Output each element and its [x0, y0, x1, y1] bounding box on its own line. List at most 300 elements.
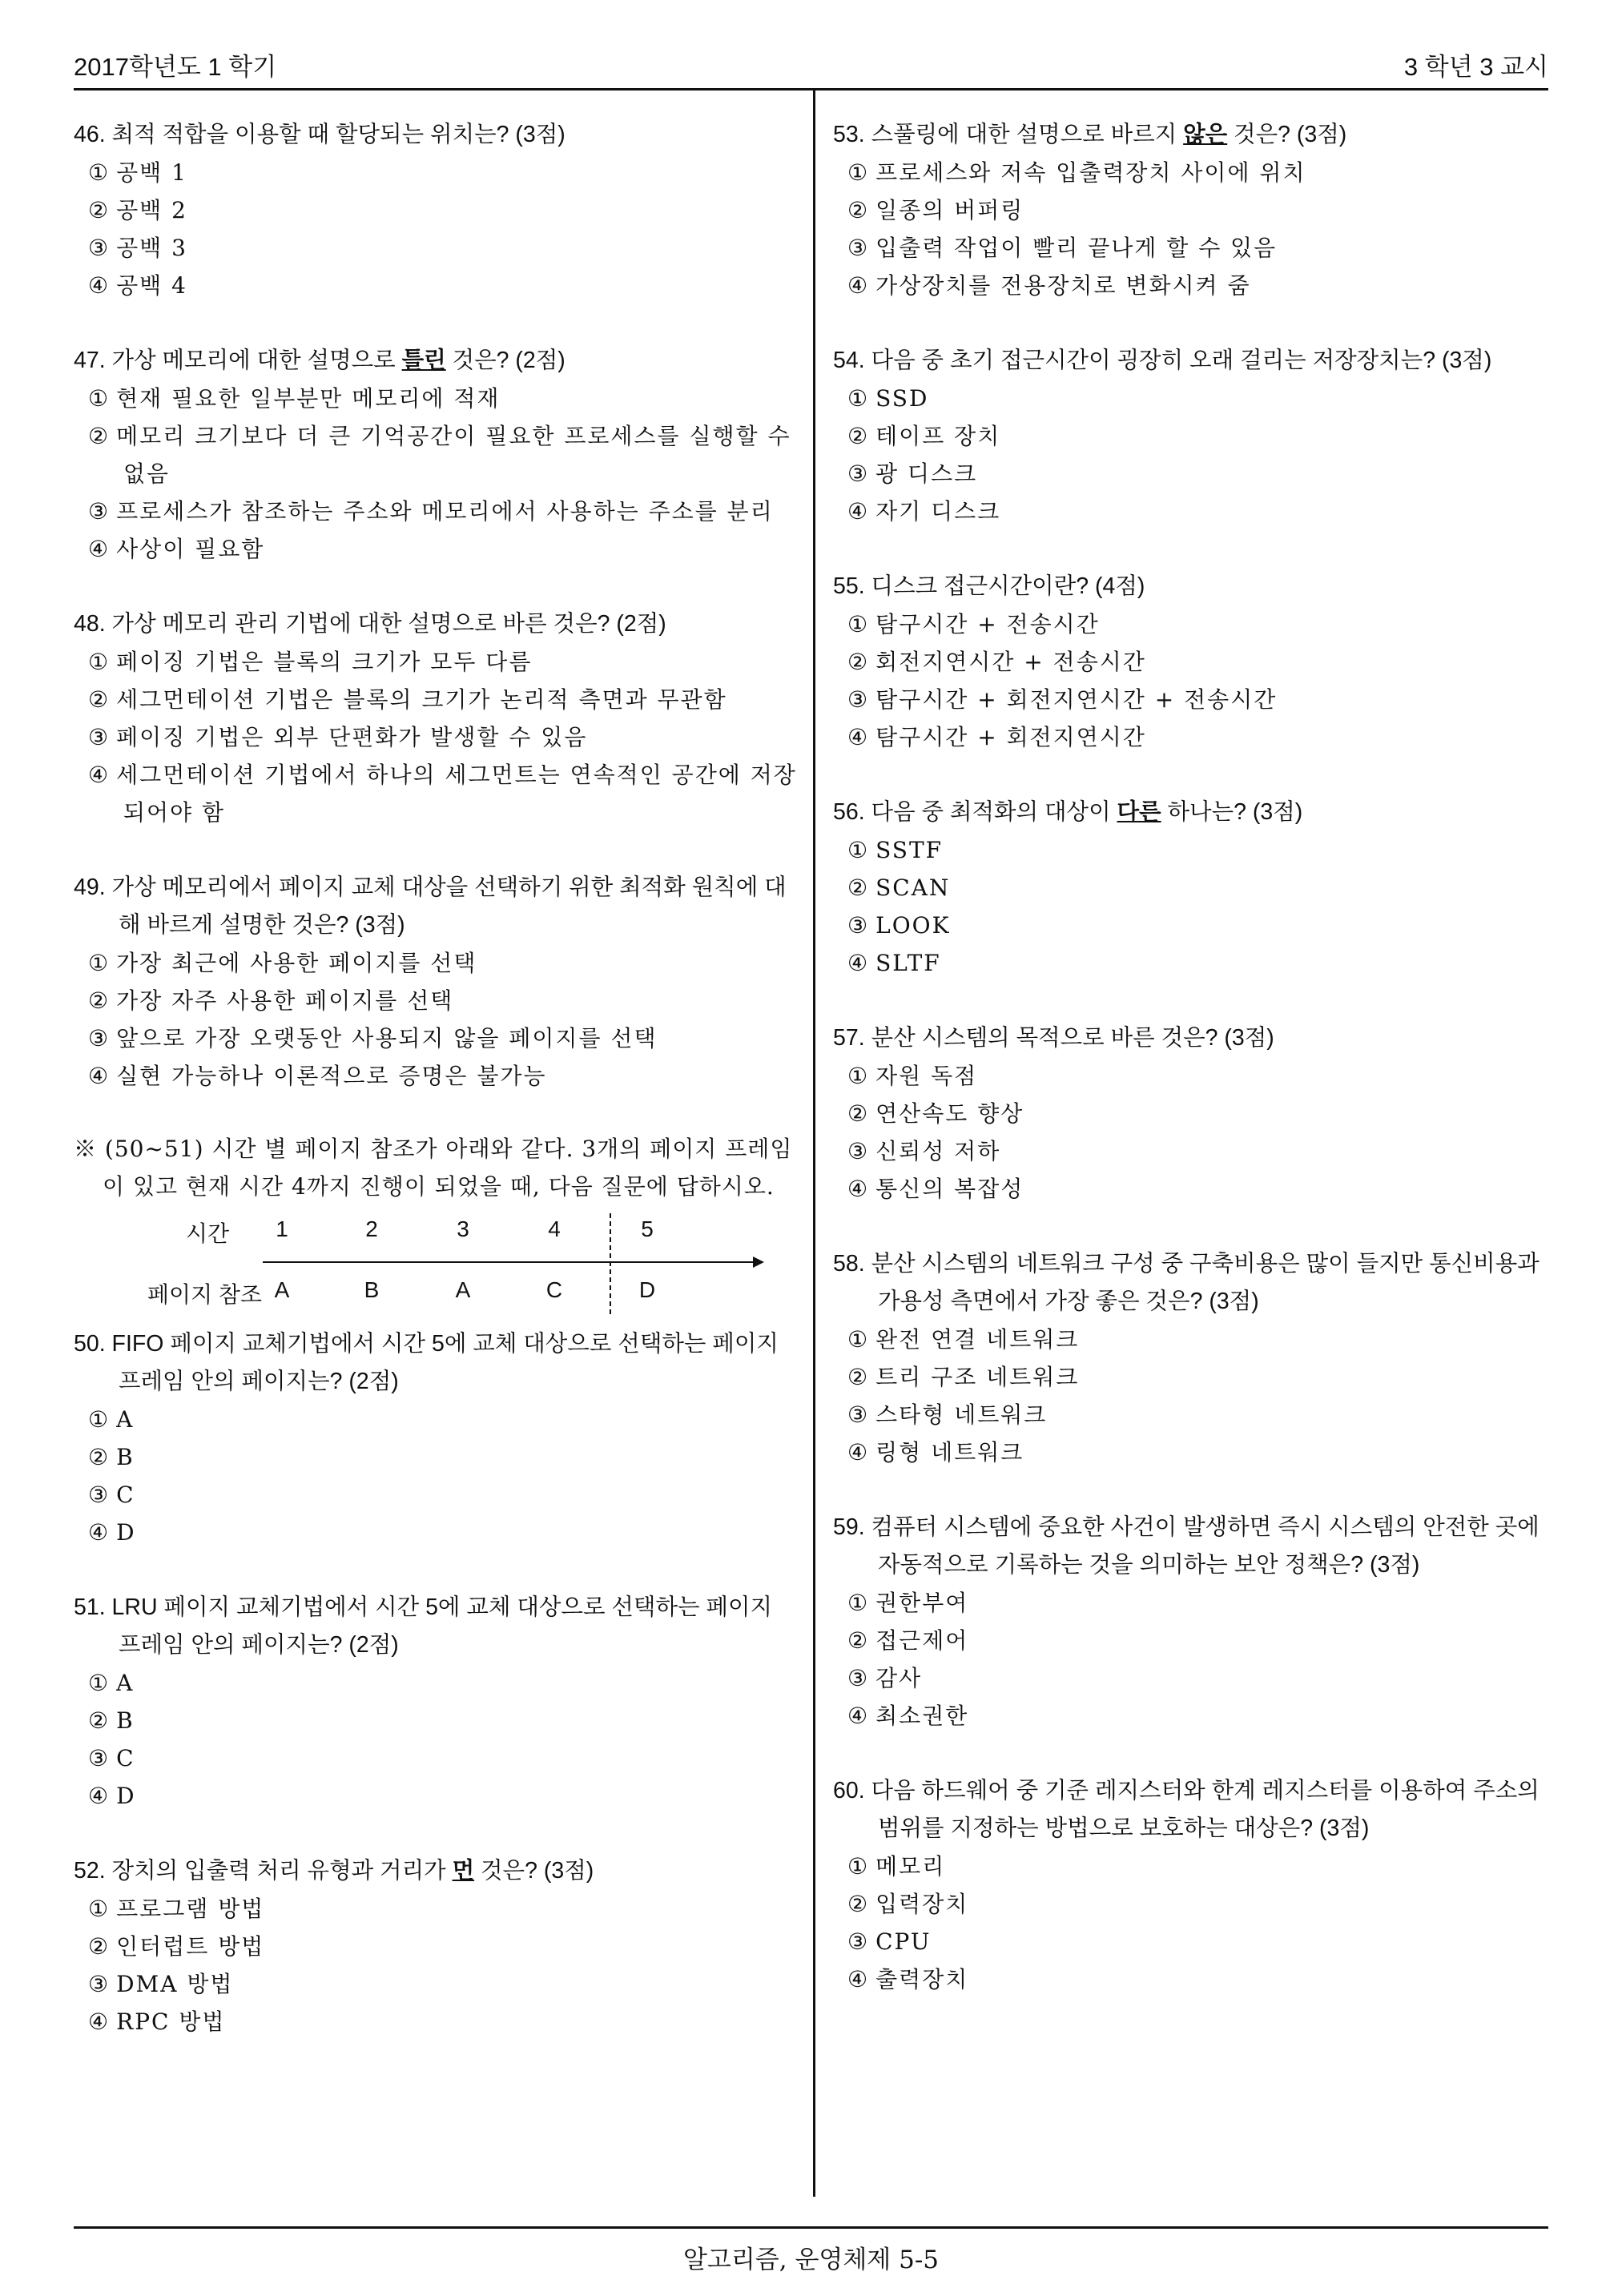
option-text: 회전지연시간 + 전송시간: [875, 649, 1146, 675]
option-text: 실현 가능하나 이론적으로 증명은 불가능: [116, 1063, 547, 1089]
question-number: 60.: [833, 1778, 865, 1803]
option-number: ①: [847, 837, 868, 863]
answer-option[interactable]: [833, 718, 1558, 756]
answer-option[interactable]: [833, 493, 1558, 530]
question-stem: [74, 116, 799, 154]
option-number: ③: [847, 1928, 868, 1955]
option-text: 페이징 기법은 블록의 크기가 모두 다름: [116, 649, 533, 675]
answer-option[interactable]: [74, 756, 799, 831]
option-text: SLTF: [875, 950, 941, 976]
spacer: [74, 304, 799, 342]
option-list: [74, 643, 799, 831]
option-number: ④: [847, 272, 868, 299]
question-54: [833, 342, 1558, 530]
option-text: 탐구시간 + 전송시간: [875, 611, 1100, 637]
note-mark: ※: [74, 1136, 98, 1162]
time-cell: 2: [365, 1216, 378, 1241]
option-text: SCAN: [875, 875, 951, 901]
option-text: 메모리 크기보다 더 큰 기억공간이 필요한 프로세스를 실행할 수 없음: [116, 423, 791, 487]
option-list: [833, 605, 1558, 756]
answer-option[interactable]: [74, 718, 799, 756]
footer-rule: [74, 2226, 1548, 2229]
option-number: ④: [88, 536, 109, 562]
question-group-46-49: [74, 116, 799, 1095]
grade-period-label: 3 학년 3 교시: [1403, 53, 1548, 81]
answer-option[interactable]: [74, 229, 799, 267]
option-number: ①: [847, 1590, 868, 1616]
option-number: ②: [88, 1933, 109, 1960]
answer-option[interactable]: [74, 154, 799, 191]
answer-option[interactable]: [833, 1848, 1558, 1885]
answer-option[interactable]: [74, 681, 799, 718]
option-text: 통신의 복잡성: [875, 1176, 1024, 1202]
option-list: [74, 154, 799, 304]
option-number: ③: [88, 724, 109, 750]
option-text: 입출력 작업이 빨리 끝나게 할 수 있음: [875, 235, 1278, 261]
answer-option[interactable]: [74, 944, 799, 982]
option-number: ③: [847, 686, 868, 713]
answer-option[interactable]: [74, 267, 799, 304]
option-number: ①: [847, 1853, 868, 1880]
option-number: ①: [847, 1326, 868, 1353]
answer-option[interactable]: [74, 1890, 799, 1928]
option-number: ②: [847, 1364, 868, 1390]
answer-option[interactable]: [74, 982, 799, 1019]
answer-option[interactable]: [74, 1438, 799, 1476]
arrowhead-icon: [753, 1257, 764, 1268]
question-number: 57.: [833, 1025, 865, 1051]
answer-option[interactable]: [833, 605, 1558, 643]
option-text: 가장 자주 사용한 페이지를 선택: [116, 987, 454, 1014]
option-list: [833, 1848, 1558, 1998]
option-number: ②: [88, 197, 109, 223]
question-48: [74, 605, 799, 831]
option-text: A: [116, 1406, 135, 1433]
question-stem: [74, 342, 799, 380]
option-text: 스타형 네트워크: [875, 1401, 1048, 1428]
question-52: [74, 1852, 799, 2041]
question-stem: [833, 1245, 1558, 1321]
answer-option[interactable]: [833, 154, 1558, 191]
question-text: 분산 시스템의 네트워크 구성 중 구축비용은 많이 들지만 통신비용과 가용성 측면에서 가장 좋은 것은? (3점): [871, 1251, 1539, 1314]
spacer: [833, 1735, 1558, 1772]
option-number: ③: [88, 235, 109, 261]
option-text: 공백 2: [116, 197, 187, 223]
option-text: 앞으로 가장 오랫동안 사용되지 않을 페이지를 선택: [116, 1025, 658, 1051]
question-stem: [833, 116, 1558, 154]
option-text: C: [116, 1482, 135, 1508]
option-number: ①: [88, 385, 109, 412]
option-list: [833, 1057, 1558, 1208]
option-number: ③: [88, 1745, 109, 1771]
answer-option[interactable]: [833, 944, 1558, 982]
option-text: B: [116, 1444, 135, 1470]
option-text: 테이프 장치: [875, 423, 1001, 449]
answer-option[interactable]: [833, 681, 1558, 718]
answer-option[interactable]: [833, 1358, 1558, 1396]
question-number: 51.: [74, 1594, 106, 1620]
option-text: D: [116, 1783, 136, 1809]
spacer: [74, 1551, 799, 1589]
question-number: 47.: [74, 348, 106, 373]
question-text: 가상 메모리에 대한 설명으로: [111, 348, 402, 373]
option-text: 신뢰성 저하: [875, 1138, 1001, 1164]
option-number: ②: [88, 987, 109, 1014]
option-text: 연산속도 향상: [875, 1100, 1024, 1127]
question-number: 53.: [833, 122, 865, 147]
answer-option[interactable]: [74, 1476, 799, 1514]
option-number: ①: [88, 1406, 109, 1433]
right-column: [833, 116, 1558, 1998]
option-text: SSD: [875, 385, 929, 412]
spacer: [74, 568, 799, 605]
header-rule: [74, 88, 1548, 90]
option-number: ②: [88, 423, 109, 449]
spacer: [833, 982, 1558, 1019]
question-53: [833, 116, 1558, 304]
answer-option[interactable]: [833, 1697, 1558, 1735]
answer-option[interactable]: [833, 1170, 1558, 1208]
question-text-tail: 하나는? (3점): [1161, 799, 1303, 825]
option-number: ①: [847, 159, 868, 186]
answer-option[interactable]: [833, 1433, 1558, 1471]
option-text: 가장 최근에 사용한 페이지를 선택: [116, 950, 477, 976]
question-50: [74, 1325, 799, 1551]
option-text: CPU: [875, 1928, 932, 1955]
option-number: ①: [847, 611, 868, 637]
option-text: 입력장치: [875, 1891, 969, 1917]
question-stem: [833, 794, 1558, 831]
option-number: ②: [88, 1707, 109, 1734]
question-text: 가상 메모리에서 페이지 교체 대상을 선택하기 위한 최적화 원칙에 대해 바르게 설명한 것은? (3점): [111, 875, 787, 938]
question-58: [833, 1245, 1558, 1471]
answer-option[interactable]: [833, 1095, 1558, 1132]
option-number: ①: [88, 1670, 109, 1696]
option-list: [833, 831, 1558, 982]
question-46: [74, 116, 799, 304]
option-text: 자기 디스크: [875, 498, 1001, 525]
semester-label: 2017학년도 1 학기: [74, 53, 277, 81]
question-stem: [74, 1852, 799, 1890]
answer-option[interactable]: [74, 1514, 799, 1551]
option-text: 공백 4: [116, 272, 187, 299]
option-number: ③: [847, 1665, 868, 1691]
question-text: 컴퓨터 시스템에 중요한 사건이 발생하면 즉시 시스템의 안전한 곳에 자동적으로 기록하는 것을 의미하는 보안 정책은? (3점): [871, 1514, 1539, 1578]
question-text-tail: 것은? (3점): [474, 1858, 594, 1884]
answer-option[interactable]: [74, 1739, 799, 1777]
option-number: ④: [88, 272, 109, 299]
option-number: ④: [847, 1176, 868, 1202]
option-text: 가상장치를 전용장치로 변화시켜 줌: [875, 272, 1251, 299]
option-text: 프로그램 방법: [116, 1896, 265, 1922]
answer-option[interactable]: [74, 1965, 799, 2003]
option-text: 인터럽트 방법: [116, 1933, 265, 1960]
answer-option[interactable]: [74, 643, 799, 681]
emphasized-word: 먼: [452, 1858, 475, 1884]
question-55: [833, 568, 1558, 756]
answer-option[interactable]: [833, 455, 1558, 493]
page-footer: 알고리즘, 운영체제 5-5: [682, 2246, 940, 2274]
option-number: ④: [847, 1439, 868, 1466]
answer-option[interactable]: [833, 1396, 1558, 1433]
time-cell: 4: [548, 1216, 561, 1241]
answer-option[interactable]: [833, 229, 1558, 267]
option-number: ②: [847, 423, 868, 449]
option-list: [833, 1321, 1558, 1471]
answer-option[interactable]: [833, 1960, 1558, 1998]
spacer: [833, 530, 1558, 568]
answer-option[interactable]: [833, 831, 1558, 869]
option-text: 일종의 버퍼링: [875, 197, 1024, 223]
spacer: [833, 756, 1558, 794]
option-list: [74, 1890, 799, 2041]
spacer: [833, 1208, 1558, 1245]
option-number: ②: [847, 1100, 868, 1127]
question-text: 다음 중 초기 접근시간이 굉장히 오래 걸리는 저장장치는? (3점): [871, 348, 1492, 373]
answer-option[interactable]: [833, 907, 1558, 944]
option-text: C: [116, 1745, 135, 1771]
option-text: 탐구시간 + 회전지연시간: [875, 724, 1146, 750]
option-number: ①: [88, 649, 109, 675]
left-column: [74, 116, 799, 2041]
question-stem: [833, 1772, 1558, 1848]
question-text-tail: 것은? (3점): [1227, 122, 1347, 147]
option-text: 탐구시간 + 회전지연시간 + 전송시간: [875, 686, 1278, 713]
page-cell: A: [455, 1277, 471, 1302]
option-number: ①: [847, 385, 868, 412]
option-list: [74, 380, 799, 568]
answer-option[interactable]: [833, 1584, 1558, 1622]
answer-option[interactable]: [74, 2003, 799, 2041]
answer-option[interactable]: [74, 1057, 799, 1095]
emphasized-word: 다른: [1117, 799, 1161, 825]
option-number: ①: [88, 950, 109, 976]
option-number: ④: [847, 1703, 868, 1729]
question-59: [833, 1509, 1558, 1735]
option-text: D: [116, 1519, 136, 1546]
option-number: ④: [847, 724, 868, 750]
option-text: 페이징 기법은 외부 단편화가 발생할 수 있음: [116, 724, 588, 750]
page-cell: B: [364, 1277, 380, 1302]
answer-option[interactable]: [833, 869, 1558, 907]
answer-option[interactable]: [833, 417, 1558, 455]
answer-option[interactable]: [74, 1019, 799, 1057]
option-list: [833, 154, 1558, 304]
option-text: RPC 방법: [116, 2008, 226, 2035]
answer-option[interactable]: [74, 1928, 799, 1965]
option-text: 출력장치: [875, 1966, 969, 1992]
option-number: ③: [847, 912, 868, 939]
answer-option[interactable]: [74, 1401, 799, 1438]
option-number: ②: [847, 197, 868, 223]
page-reference-label: 페이지 참조: [147, 1282, 263, 1307]
option-number: ④: [88, 1783, 109, 1809]
question-stem: [74, 605, 799, 643]
answer-option[interactable]: [833, 1132, 1558, 1170]
option-text: 세그먼테이션 기법은 블록의 크기가 논리적 측면과 무관함: [116, 686, 727, 713]
option-text: 광 디스크: [875, 460, 978, 487]
option-text: B: [116, 1707, 135, 1734]
question-text: 최적 적합을 이용할 때 할당되는 위치는? (3점): [111, 122, 565, 147]
spacer: [74, 1815, 799, 1852]
question-text-tail: 것은? (2점): [445, 348, 565, 373]
answer-option[interactable]: [833, 1923, 1558, 1960]
spacer: [74, 831, 799, 869]
answer-option[interactable]: [833, 267, 1558, 304]
question-number: 46.: [74, 122, 106, 147]
option-number: ④: [88, 1519, 109, 1546]
question-51: [74, 1589, 799, 1815]
option-number: ③: [88, 1971, 109, 1997]
option-number: ③: [847, 1401, 868, 1428]
emphasized-word: 틀린: [401, 348, 446, 373]
option-number: ④: [88, 2008, 109, 2035]
answer-option[interactable]: [74, 530, 799, 568]
option-text: 사상이 필요함: [116, 536, 265, 562]
question-stem: [833, 1509, 1558, 1584]
answer-option[interactable]: [74, 380, 799, 417]
question-60: [833, 1772, 1558, 1998]
time-label: 시간: [186, 1221, 230, 1246]
page-cell: A: [274, 1277, 290, 1302]
question-56: [833, 794, 1558, 982]
option-number: ③: [88, 1025, 109, 1051]
question-group-53-60: [833, 116, 1558, 1998]
option-list: [74, 944, 799, 1095]
option-text: 감사: [875, 1665, 923, 1691]
option-text: 접근제어: [875, 1627, 969, 1654]
page-cell: D: [638, 1277, 656, 1302]
question-group-50-52: [74, 1325, 799, 2041]
answer-option[interactable]: [833, 1659, 1558, 1697]
question-number: 48.: [74, 611, 106, 637]
option-number: ④: [847, 950, 868, 976]
option-list: [833, 1584, 1558, 1735]
question-number: 56.: [833, 799, 865, 825]
answer-option[interactable]: [833, 1885, 1558, 1923]
question-text: 장치의 입출력 처리 유형과 거리가: [111, 1858, 453, 1884]
option-text: 완전 연결 네트워크: [875, 1326, 1080, 1353]
question-number: 59.: [833, 1514, 865, 1540]
question-text: 다음 중 최적화의 대상이: [871, 799, 1117, 825]
question-stem: [74, 1325, 799, 1401]
option-number: ③: [847, 1138, 868, 1164]
option-number: ④: [847, 1966, 868, 1992]
option-number: ④: [847, 498, 868, 525]
question-text: LRU 페이지 교체기법에서 시간 5에 교체 대상으로 선택하는 페이지 프레임 안의 페이지는? (2점): [111, 1594, 773, 1658]
question-text: 스풀링에 대한 설명으로 바르지: [871, 122, 1184, 147]
option-text: 세그먼테이션 기법에서 하나의 세그먼트는 연속적인 공간에 저장되어야 함: [116, 762, 797, 826]
answer-option[interactable]: [74, 493, 799, 530]
question-57: [833, 1019, 1558, 1208]
question-text: 다음 하드웨어 중 기준 레지스터와 한계 레지스터를 이용하여 주소의 범위를 지정하는 방법으로 보호하는 대상은? (3점): [871, 1778, 1539, 1841]
question-text: 디스크 접근시간이란? (4점): [871, 573, 1145, 599]
answer-option[interactable]: [833, 1622, 1558, 1659]
option-list: [833, 380, 1558, 530]
option-number: ③: [847, 460, 868, 487]
question-text: 가상 메모리 관리 기법에 대한 설명으로 바른 것은? (2점): [111, 611, 666, 637]
instruction-note: [74, 1130, 799, 1205]
spacer: [833, 1471, 1558, 1509]
answer-option[interactable]: [74, 1664, 799, 1702]
question-stem: [833, 568, 1558, 605]
answer-option[interactable]: [833, 1321, 1558, 1358]
option-text: 현재 필요한 일부분만 메모리에 적재: [116, 385, 501, 412]
option-text: 트리 구조 네트워크: [875, 1364, 1080, 1390]
option-number: ④: [88, 762, 109, 788]
question-number: 50.: [74, 1331, 106, 1357]
answer-option[interactable]: [833, 191, 1558, 229]
option-text: 프로세스가 참조하는 주소와 메모리에서 사용하는 주소를 분리: [116, 498, 774, 525]
option-number: ③: [847, 235, 868, 261]
option-text: SSTF: [875, 837, 944, 863]
answer-option[interactable]: [74, 1702, 799, 1739]
option-number: ③: [88, 1482, 109, 1508]
option-text: 자원 독점: [875, 1063, 978, 1089]
option-text: 권한부여: [875, 1590, 969, 1616]
answer-option[interactable]: [74, 1777, 799, 1815]
option-text: 프로세스와 저속 입출력장치 사이에 위치: [875, 159, 1306, 186]
answer-option[interactable]: [833, 380, 1558, 417]
page-reference-table: [74, 1213, 799, 1314]
option-number: ①: [88, 1896, 109, 1922]
question-stem: [74, 1589, 799, 1664]
answer-option[interactable]: [74, 191, 799, 229]
option-text: 최소권한: [875, 1703, 969, 1729]
option-text: 공백 3: [116, 235, 187, 261]
question-stem: [833, 1019, 1558, 1057]
option-number: ②: [88, 686, 109, 713]
option-number: ①: [847, 1063, 868, 1089]
answer-option[interactable]: [833, 1057, 1558, 1095]
option-number: ②: [847, 875, 868, 901]
time-cell: 1: [276, 1216, 288, 1241]
timeline-arrow: [263, 1261, 759, 1263]
question-stem: [833, 342, 1558, 380]
option-text: DMA 방법: [116, 1971, 234, 1997]
spacer: [833, 304, 1558, 342]
option-number: ②: [88, 1444, 109, 1470]
page-cell: C: [545, 1277, 563, 1302]
question-number: 55.: [833, 573, 865, 599]
column-divider: [813, 90, 815, 2197]
emphasized-word: 않은: [1183, 122, 1228, 147]
option-list: [74, 1401, 799, 1551]
question-number: 54.: [833, 348, 865, 373]
time-cell: 3: [457, 1216, 469, 1241]
spacer: [74, 1095, 799, 1130]
note-text: (50~51) 시간 별 페이지 참조가 아래와 같다. 3개의 페이지 프레임이 있고 현재 시간 4까지 진행이 되었을 때, 다음 질문에 답하시오.: [103, 1136, 793, 1200]
option-text: 공백 1: [116, 159, 187, 186]
current-time-marker: [610, 1213, 611, 1314]
question-47: [74, 342, 799, 568]
question-number: 58.: [833, 1251, 865, 1277]
question-49: [74, 869, 799, 1095]
option-text: 링형 네트워크: [875, 1439, 1024, 1466]
option-number: ②: [847, 1891, 868, 1917]
option-list: [74, 1664, 799, 1815]
answer-option[interactable]: [833, 643, 1558, 681]
option-text: A: [116, 1670, 135, 1696]
option-number: ④: [88, 1063, 109, 1089]
option-number: ②: [847, 649, 868, 675]
option-number: ②: [847, 1627, 868, 1654]
answer-option[interactable]: [74, 417, 799, 493]
question-text: FIFO 페이지 교체기법에서 시간 5에 교체 대상으로 선택하는 페이지 프레임 안의 페이지는? (2점): [111, 1331, 779, 1394]
option-text: LOOK: [875, 912, 951, 939]
option-text: 메모리: [875, 1853, 946, 1880]
question-number: 52.: [74, 1858, 106, 1884]
